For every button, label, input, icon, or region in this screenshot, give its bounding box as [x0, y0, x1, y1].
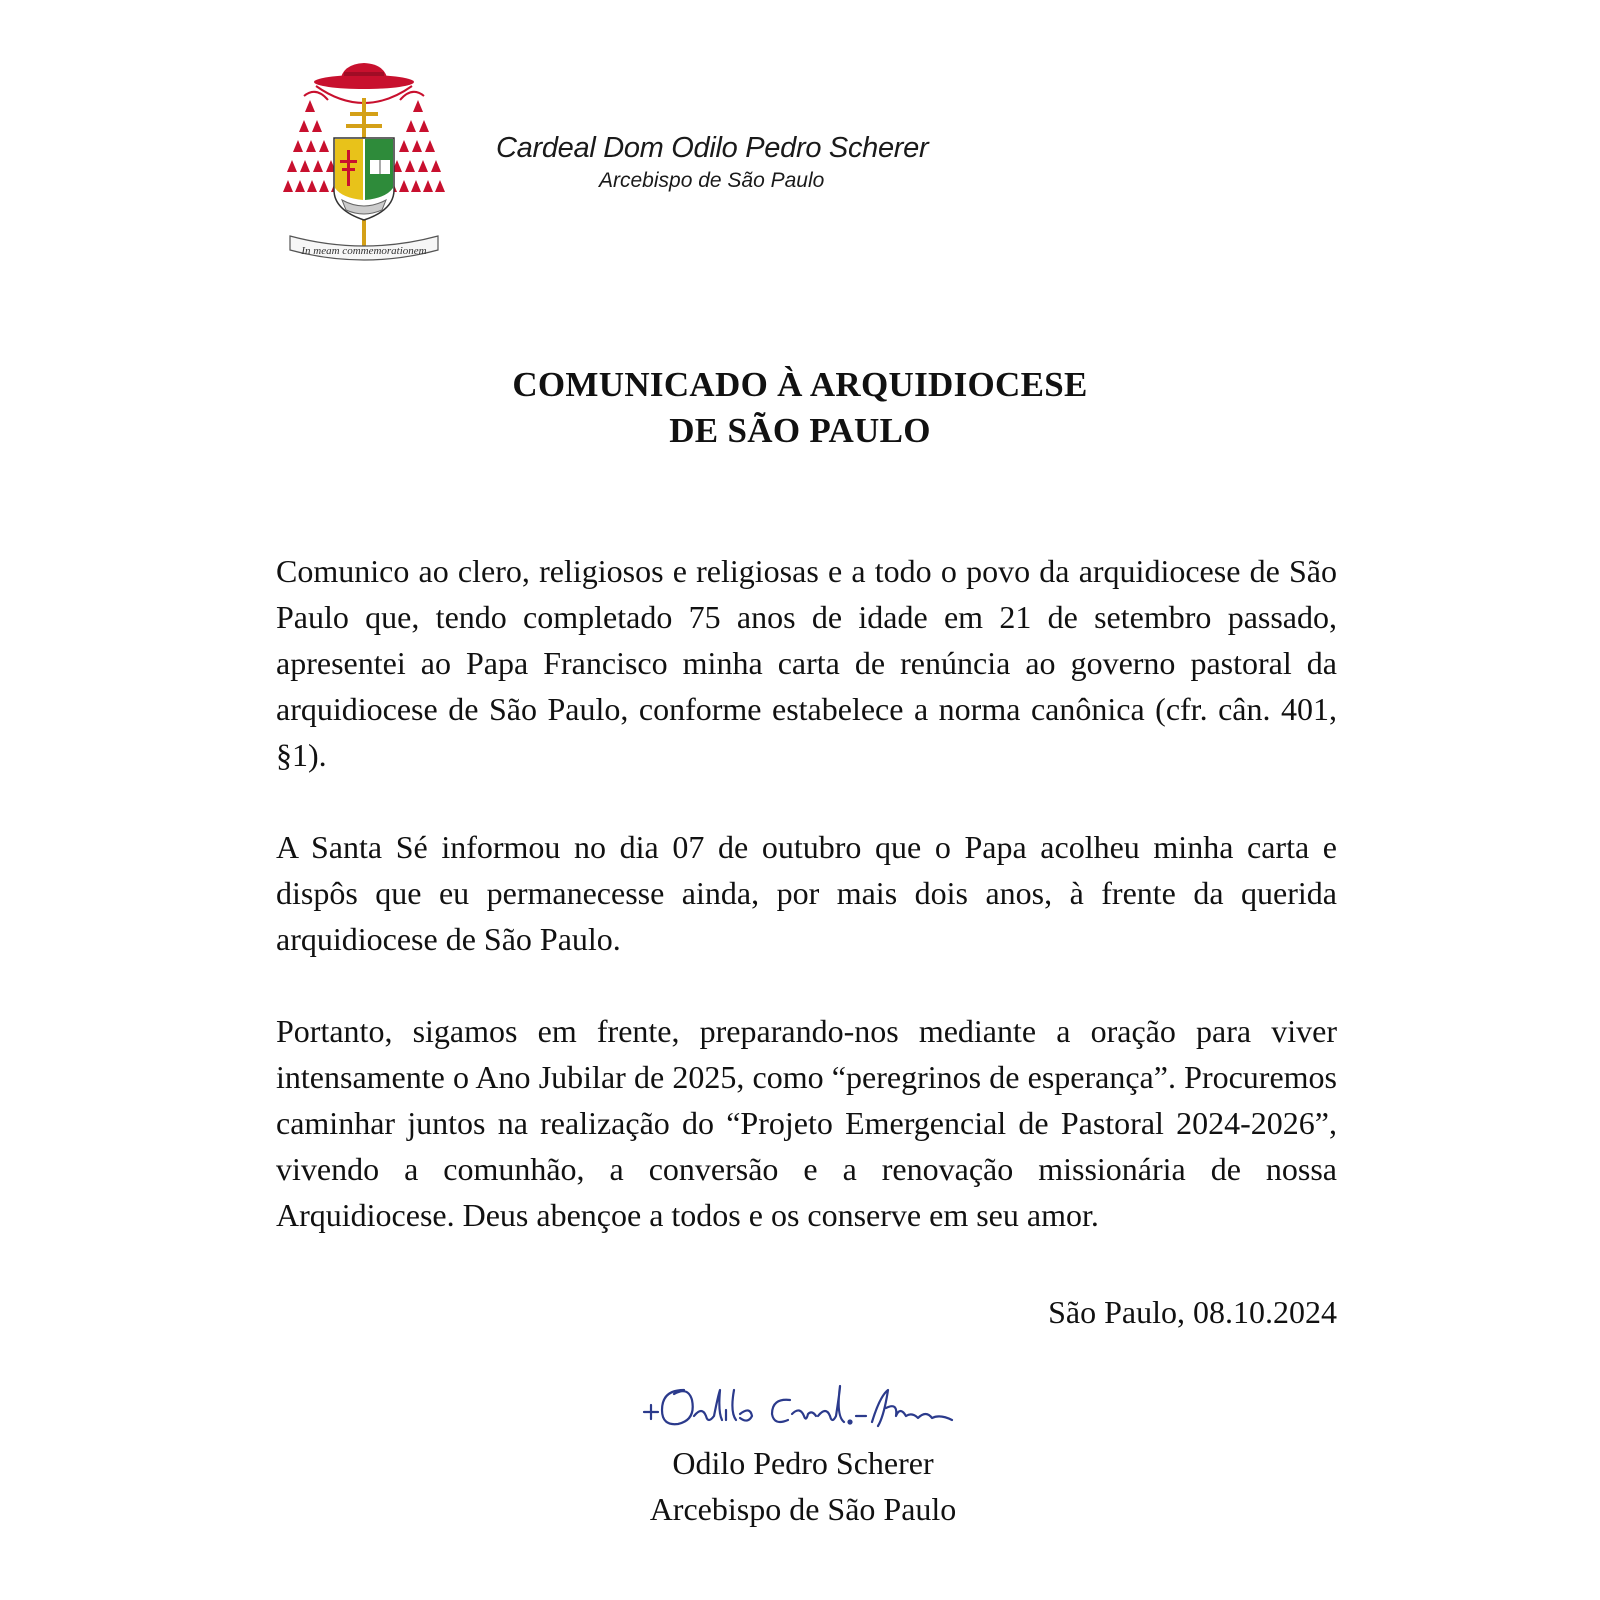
letterhead-name: Cardeal Dom Odilo Pedro Scherer	[496, 132, 929, 164]
signer-role: Arcebispo de São Paulo	[649, 1491, 957, 1527]
coat-of-arms-logo	[282, 60, 446, 272]
title-line-2: DE SÃO PAULO	[669, 411, 931, 450]
title-line-1: COMUNICADO À ARQUIDIOCESE	[512, 365, 1088, 404]
signer-block	[0, 1440, 1600, 1532]
signer-name: Odilo Pedro Scherer	[672, 1445, 934, 1481]
letterhead-role: Arcebispo de São Paulo	[599, 169, 825, 192]
paragraph: A Santa Sé informou no dia 07 de outubro que o Papa acolheu minha carta e dispôs que eu permanecesse ainda, por mais dois anos, à frente da querida arquidiocese de São Paulo.	[276, 829, 1337, 957]
letter-body	[276, 548, 1337, 1238]
paragraph: Comunico ao clero, religiosos e religiosas e a todo o povo da arquidiocese de São Paulo que, tendo completado 75 anos de idade em 21 de setembro passado, apresentei ao Papa Francisco minha carta de renúncia ao governo pastoral da arquidiocese de São Paulo, conforme estabelece a norma canônica (cfr. cân. 401, §1).	[276, 553, 1337, 773]
letterhead	[496, 132, 929, 193]
page-title	[0, 362, 1600, 454]
motto-text: In meam commemorationem	[301, 245, 427, 257]
paragraph: Portanto, sigamos em frente, preparando-nos mediante a oração para viver intensamente o Ano Jubilar de 2025, como “peregrinos de esperança”. Procuremos caminhar juntos na realização do “Projeto Emergencial de Pastoral 2024-2026”, vivendo a comunhão, a conversão e a renovação missionária de nossa Arquidiocese. Deus abençoe a todos e os conserve em seu amor.	[276, 1013, 1337, 1233]
dateline: São Paulo, 08.10.2024	[1048, 1294, 1337, 1330]
